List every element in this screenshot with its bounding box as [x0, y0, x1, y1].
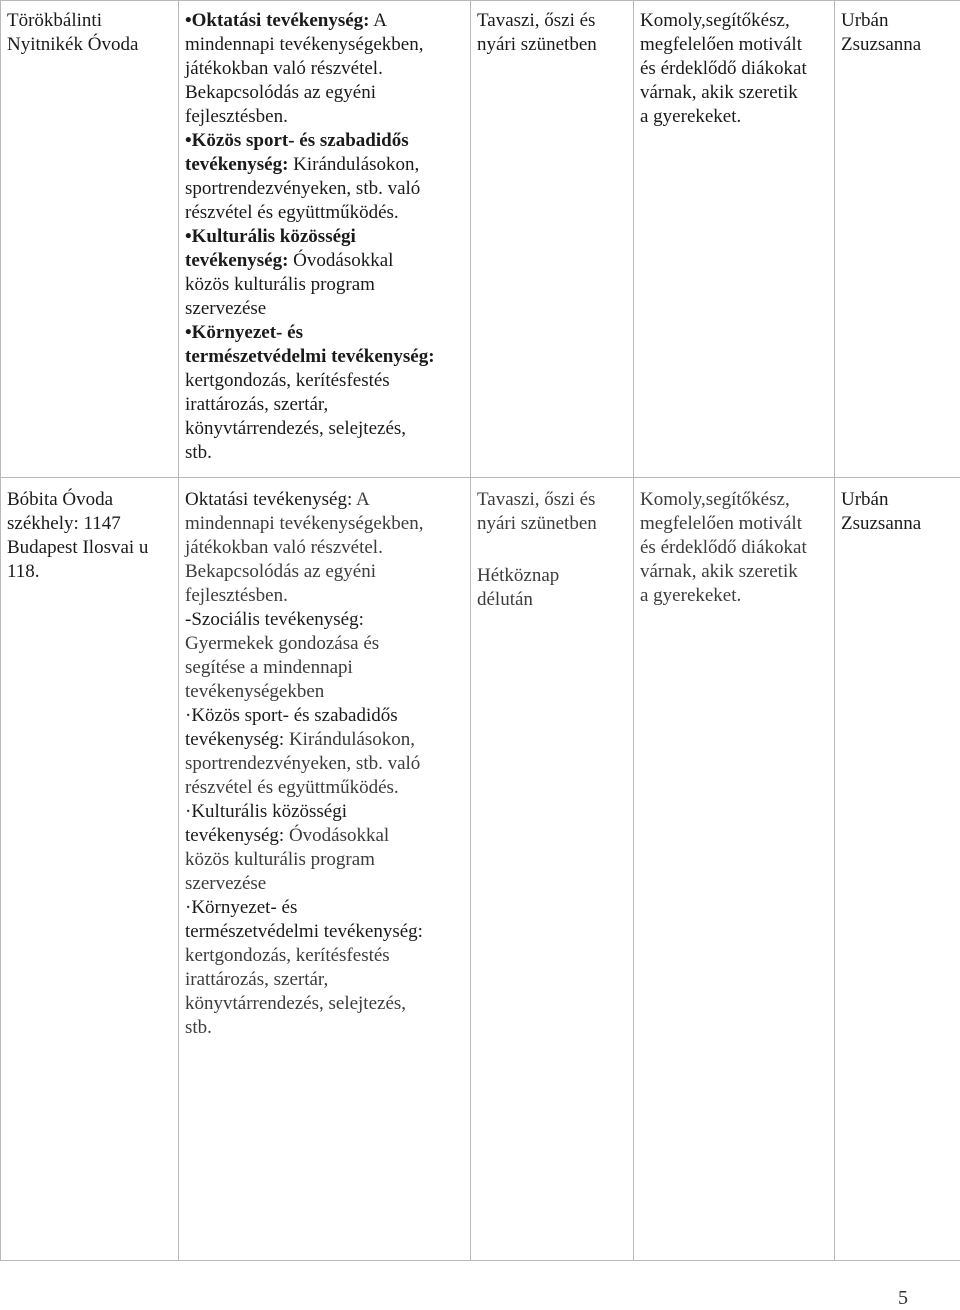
activity-line — [185, 920, 464, 944]
activity-line — [185, 704, 464, 728]
expectations-line: megfelelően motivált — [640, 34, 802, 55]
activity-text: Kirándulásokon, — [288, 154, 420, 175]
activity-text: fejlesztésben. — [185, 585, 288, 606]
organization-name-line: 118. — [7, 561, 40, 582]
activity-line — [185, 249, 464, 273]
bullet-icon: • — [185, 322, 192, 343]
activity-title: ·Közös sport- és szabadidős — [185, 705, 398, 726]
activity-line — [185, 297, 464, 321]
activity-line — [185, 512, 464, 536]
time-line: délután — [477, 588, 533, 610]
organization-name-line: Budapest Ilosvai u — [7, 537, 149, 558]
contact-name-line: Urbán — [841, 489, 889, 510]
activity-text: segítése a mindennapi — [185, 657, 353, 678]
expectations-line: várnak, akik szeretik — [640, 82, 798, 103]
activity-text: kertgondozás, kerítésfestés — [185, 370, 390, 391]
activity-line — [185, 129, 464, 153]
bullet-icon: • — [185, 226, 192, 247]
table-row — [1, 1, 960, 478]
organization-cell — [1, 1, 179, 478]
activity-text: szervezése — [185, 873, 267, 894]
activity-line — [185, 752, 464, 776]
activity-text: részvétel és együttműködés. — [185, 777, 399, 798]
activity-text: játékokban való részvétel. — [185, 58, 383, 79]
time-line: Tavaszi, őszi és — [477, 10, 596, 31]
activity-line — [185, 728, 464, 752]
activity-line — [185, 992, 464, 1016]
organization-cell — [1, 478, 179, 1261]
activity-title: ·Kulturális közösségi — [185, 801, 348, 822]
organization-name-line: Törökbálinti — [7, 10, 102, 31]
activity-text: Óvodásokkal — [288, 250, 394, 271]
activity-text: könyvtárrendezés, selejtezés, — [185, 418, 407, 439]
activity-text: Gyermekek gondozása és — [185, 633, 380, 654]
activity-text: irattározás, szertár, — [185, 969, 329, 990]
expectations-line: megfelelően motivált — [640, 513, 802, 534]
activity-line — [185, 417, 464, 441]
activity-line — [185, 393, 464, 417]
activity-text: sportrendezvényeken, stb. való — [185, 178, 421, 199]
activity-line — [185, 560, 464, 584]
activity-line — [185, 536, 464, 560]
activity-line — [185, 225, 464, 249]
activity-line — [185, 896, 464, 920]
activity-line — [185, 321, 464, 345]
bullet-icon: • — [185, 10, 192, 31]
activity-title: Oktatási tevékenység: — [191, 10, 370, 31]
activity-title: tevékenység: — [185, 250, 289, 271]
organization-name-line: Bóbita Óvoda — [7, 489, 114, 510]
activity-line — [185, 608, 464, 632]
activity-line — [185, 968, 464, 992]
activity-line — [185, 656, 464, 680]
blank-line — [477, 536, 627, 564]
activity-line — [185, 872, 464, 896]
activity-line — [185, 584, 464, 608]
activity-title: Kulturális közösségi — [191, 226, 356, 247]
activity-text: A — [369, 10, 387, 31]
expectations-cell — [634, 478, 835, 1261]
expectations-line: várnak, akik szeretik — [640, 561, 798, 582]
activity-title: természetvédelmi tevékenység: — [185, 346, 435, 367]
activity-text: könyvtárrendezés, selejtezés, — [185, 993, 407, 1014]
activity-line — [185, 680, 464, 704]
activity-text: fejlesztésben. — [185, 106, 288, 127]
activity-title: -Szociális tevékenység: — [185, 609, 364, 630]
page-number: 5 — [898, 1287, 908, 1309]
time-cell — [471, 478, 634, 1261]
activity-text: sportrendezvényeken, stb. való — [185, 753, 421, 774]
activity-line — [185, 345, 464, 369]
activity-text: A — [352, 489, 370, 510]
bullet-icon: • — [185, 130, 192, 151]
activity-line — [185, 9, 464, 33]
activity-text: stb. — [185, 1017, 212, 1038]
activity-line — [185, 776, 464, 800]
activity-text: közös kulturális program — [185, 274, 375, 295]
activity-text: részvétel és együttműködés. — [185, 202, 399, 223]
expectations-line: Komoly,segítőkész, — [640, 10, 790, 31]
activity-text: Kirándulásokon, — [284, 729, 416, 750]
expectations-line: a gyerekeket. — [640, 585, 742, 606]
activity-text: játékokban való részvétel. — [185, 537, 383, 558]
activity-line — [185, 153, 464, 177]
activity-line — [185, 33, 464, 57]
activity-title: ·Környezet- és — [185, 897, 298, 918]
activity-line — [185, 273, 464, 297]
activity-line — [185, 369, 464, 393]
time-line: nyári szünetben — [477, 34, 597, 55]
activity-title: Közös sport- és szabadidős — [191, 130, 409, 151]
activity-title: tevékenység: — [185, 154, 289, 175]
activity-title: Oktatási tevékenység: — [185, 489, 353, 510]
activity-text: szervezése — [185, 298, 267, 319]
time-line: nyári szünetben — [477, 513, 597, 534]
activity-text: irattározás, szertár, — [185, 394, 329, 415]
activity-line — [185, 824, 464, 848]
activity-line — [185, 177, 464, 201]
time-line: Hétköznap — [477, 564, 560, 586]
activity-line — [185, 800, 464, 824]
contact-name-line: Zsuzsanna — [841, 513, 922, 534]
expectations-line: a gyerekeket. — [640, 106, 742, 127]
activities-cell — [179, 1, 471, 478]
contact-cell — [835, 1, 960, 478]
contact-cell — [835, 478, 960, 1261]
activity-text: kertgondozás, kerítésfestés — [185, 945, 390, 966]
activity-text: Óvodásokkal — [284, 825, 390, 846]
activity-line — [185, 488, 464, 512]
activity-text: tevékenységekben — [185, 681, 325, 702]
activity-line — [185, 81, 464, 105]
contact-name-line: Zsuzsanna — [841, 34, 922, 55]
activity-line — [185, 201, 464, 225]
expectations-cell — [634, 1, 835, 478]
activity-title: Környezet- és — [191, 322, 303, 343]
activity-text: Bekapcsolódás az egyéni — [185, 561, 376, 582]
expectations-line: és érdeklődő diákokat — [640, 537, 807, 558]
activity-title: tevékenység: — [185, 825, 285, 846]
activity-line — [185, 848, 464, 872]
activity-line — [185, 1016, 464, 1040]
activity-text: stb. — [185, 442, 212, 463]
table-row — [1, 478, 960, 1261]
time-cell — [471, 1, 634, 478]
activity-line — [185, 441, 464, 465]
expectations-line: Komoly,segítőkész, — [640, 489, 790, 510]
activities-cell — [179, 478, 471, 1261]
activity-text: mindennapi tevékenységekben, — [185, 34, 424, 55]
organization-name-line: székhely: 1147 — [7, 513, 121, 534]
expectations-line: és érdeklődő diákokat — [640, 58, 807, 79]
activity-line — [185, 57, 464, 81]
activity-title: természetvédelmi tevékenység: — [185, 921, 423, 942]
activity-line — [185, 632, 464, 656]
organization-name-line: Nyitnikék Óvoda — [7, 34, 139, 55]
activity-title: tevékenység: — [185, 729, 285, 750]
activity-text: közös kulturális program — [185, 849, 375, 870]
activity-text: mindennapi tevékenységekben, — [185, 513, 424, 534]
activity-line — [185, 105, 464, 129]
activity-text: Bekapcsolódás az egyéni — [185, 82, 376, 103]
activity-line — [185, 944, 464, 968]
time-line: Tavaszi, őszi és — [477, 489, 596, 510]
contact-name-line: Urbán — [841, 10, 889, 31]
